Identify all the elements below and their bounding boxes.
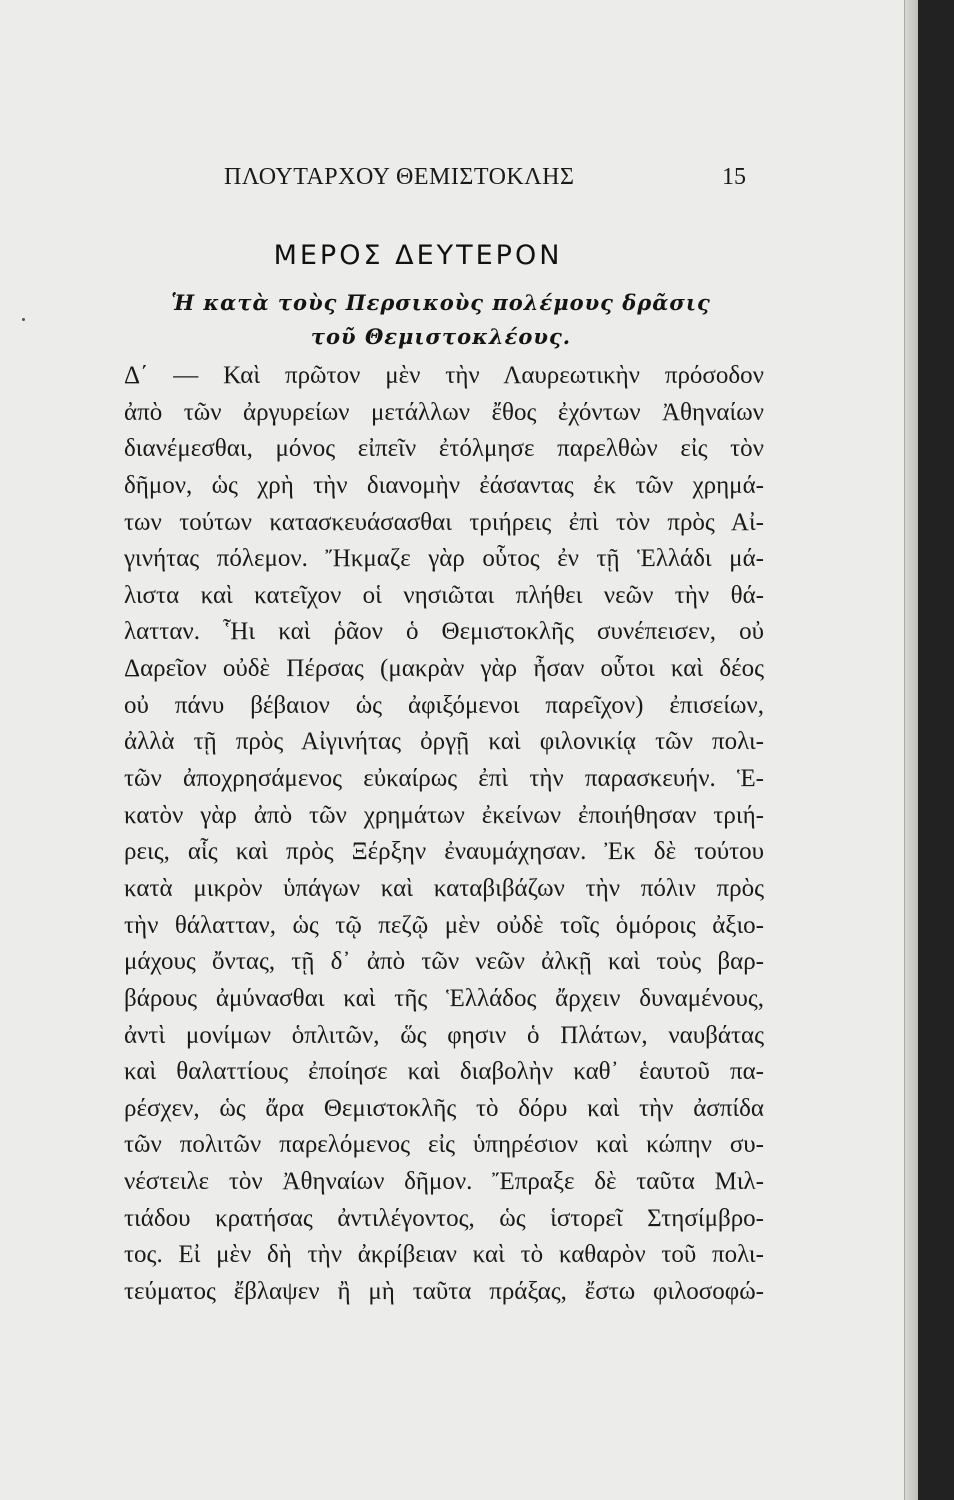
text-line: τὴν θάλατταν, ὡς τῷ πεζῷ μὲν οὐδὲ τοῖς ὁμόροις ἀξιο- [124, 911, 764, 939]
text-line: οὐ πάνυ βέβαιον ὡς ἀφιξόμενοι παρεῖχον) ἐπισείων, [124, 691, 764, 719]
text-line: διανέμεσθαι, μόνος εἰπεῖν ἐτόλμησε παρελθὼν εἰς τὸν [124, 435, 764, 463]
body-text [124, 358, 764, 1311]
text-line: τιάδου κρατήσας ἀντιλέγοντος, ὡς ἱστορεῖ Στησίμβρο- [124, 1204, 764, 1232]
text-line: κατὰ μικρὸν ὑπάγων καὶ καταβιβάζων τὴν πόλιν πρὸς [124, 874, 764, 902]
text-line: δῆμον, ὡς χρὴ τὴν διανομὴν ἐάσαντας ἐκ τῶν χρημά- [124, 471, 764, 499]
text-line: τος. Εἰ μὲν δὴ τὴν ἀκρίβειαν καὶ τὸ καθαρὸν τοῦ πολι- [124, 1241, 764, 1269]
text-line: βάρους ἀμύνασθαι καὶ τῆς Ἑλλάδος ἄρχειν δυναμένους, [124, 984, 764, 1012]
scan-background [918, 0, 954, 1500]
text-line: ρέσχεν, ὡς ἄρα Θεμιστοκλῆς τὸ δόρυ καὶ τὴν ἀσπίδα [124, 1094, 764, 1122]
text-line: λατταν. Ἧι καὶ ῥᾶον ὁ Θεμιστοκλῆς συνέπεισεν, οὐ [124, 618, 764, 646]
subtitle-line-2: τοῦ Θεμιστοκλέους. [310, 324, 572, 349]
text-line: νέστειλε τὸν Ἀθηναίων δῆμον. Ἔπραξε δὲ ταῦτα Μιλ- [124, 1168, 764, 1196]
running-title: ΠΛΟΥΤΑΡΧΟΥ ΘΕΜΙΣΤΟΚΛΗΣ [224, 164, 575, 190]
text-line: τῶν ἀποχρησάμενος εὐκαίρως ἐπὶ τὴν παρασκευήν. Ἑ- [124, 765, 764, 793]
text-line: ἀπὸ τῶν ἀργυρείων μετάλλων ἔθος ἐχόντων Ἀθηναίων [124, 398, 764, 426]
running-header [0, 158, 918, 198]
text-line: Δ΄ — Καὶ πρῶτον μὲν τὴν Λαυρεωτικὴν πρόσοδον [124, 362, 764, 389]
subtitle-line-1: Ἡ κατὰ τοὺς Περσικοὺς πολέμους δρᾶσις [171, 290, 711, 315]
text-line: ρεις, αἷς καὶ πρὸς Ξέρξην ἐναυμάχησαν. Ἐκ δὲ τούτου [124, 838, 764, 866]
text-line: ἀλλὰ τῇ πρὸς Αἰγινήτας ὀργῇ καὶ φιλονικίᾳ τῶν πολι- [124, 728, 764, 756]
text-line: κατὸν γὰρ ἀπὸ τῶν χρημάτων ἐκείνων ἐποιήθησαν τριή- [124, 801, 764, 829]
text-line: Δαρεῖον οὐδὲ Πέρσας (μακρὰν γὰρ ἦσαν οὗτοι καὶ δέος [124, 655, 764, 683]
text-line: ἀντὶ μονίμων ὁπλιτῶν, ὥς φησιν ὁ Πλάτων, ναυβάτας [124, 1021, 764, 1049]
page-edge [904, 0, 918, 1500]
text-line: γινήτας πόλεμον. Ἤκμαζε γὰρ οὗτος ἐν τῇ Ἑλλάδι μά- [124, 545, 764, 573]
section-title: ΜΕΡΟΣ ΔΕΥΤΕΡΟΝ [273, 240, 563, 271]
text-line: λιστα καὶ κατεῖχον οἱ νησιῶται πλήθει νεῶν τὴν θά- [124, 581, 764, 609]
text-line: τεύματος ἔβλαψεν ἢ μὴ ταῦτα πράξας, ἔστω φιλοσοφώ- [124, 1278, 764, 1306]
text-line: μάχους ὄντας, τῇ δ᾿ ἀπὸ τῶν νεῶν ἀλκῇ καὶ τοὺς βαρ- [124, 948, 764, 976]
text-line: των τούτων κατασκευάσασθαι τριήρεις ἐπὶ τὸν πρὸς Αἰ- [124, 508, 764, 536]
text-line: καὶ θαλαττίους ἐποίησε καὶ διαβολὴν καθ᾿ ἑαυτοῦ πα- [124, 1058, 764, 1086]
text-line: τῶν πολιτῶν παρελόμενος εἰς ὑπηρέσιον καὶ κώπην συ- [124, 1131, 764, 1159]
page-number: 15 [722, 164, 746, 190]
margin-speck [22, 318, 25, 321]
